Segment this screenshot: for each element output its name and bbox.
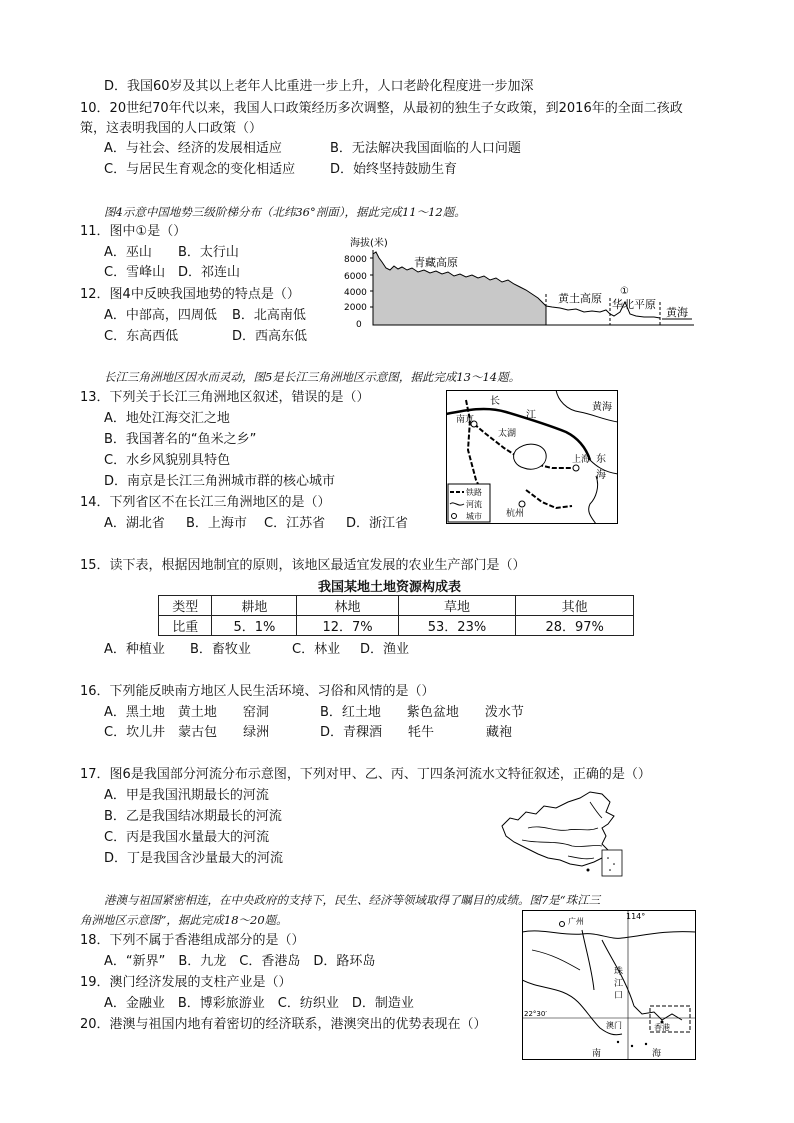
profile-tick-2000: 2000 (344, 303, 367, 313)
china-outline (502, 792, 614, 866)
q14-option-c[interactable]: C．江苏省 (264, 516, 326, 531)
table-cell: 5．1% (212, 616, 297, 636)
table-cell: 12．7% (297, 616, 398, 636)
q18-stem: 18．下列不属于香港组成部分的是（） (80, 933, 305, 948)
q14-option-b[interactable]: B．上海市 (186, 516, 247, 531)
hangzhou-city-icon (519, 501, 525, 507)
q19-stem: 19．澳门经济发展的支柱产业是（） (80, 975, 292, 990)
intro-18-20-line1: 港澳与祖国紧密相连，在中央政府的支持下，民生、经济等领域取得了瞩目的成绩。图7是“珠江三 (104, 893, 601, 907)
q13-stem: 13．下列关于长江三角洲地区叙述，错误的是（） (80, 390, 370, 405)
shanghai-city-icon (573, 465, 579, 471)
inset-island (609, 869, 611, 871)
map-label-jiang: 江 (614, 979, 624, 989)
land-resource-table (158, 595, 634, 636)
profile-ylabel: 海拔(米) (350, 238, 388, 249)
q11-option-d[interactable]: D．祁连山 (178, 265, 241, 280)
inset-island (613, 863, 615, 865)
map-label-jiang: 江 (526, 410, 536, 421)
island-icon (645, 1043, 647, 1045)
profile-tick-0: 0 (356, 320, 362, 330)
q15-option-c[interactable]: C．林业 (292, 642, 341, 657)
map-label-nanjing: 南京 (456, 415, 475, 425)
q10-option-c[interactable]: C．与居民生育观念的变化相适应 (104, 162, 296, 177)
q15-option-d[interactable]: D．渔业 (360, 642, 410, 657)
table-cell: 比重 (159, 616, 212, 636)
q20-stem: 20．港澳与祖国内地有着密切的经济联系，港澳突出的优势表现在（） (80, 1017, 487, 1032)
table-header-cell: 耕地 (212, 596, 297, 616)
q11-stem: 11．图中①是（） (80, 224, 187, 239)
legend-rail-label: 铁路 (466, 488, 482, 497)
guangzhou-city-icon (560, 922, 565, 927)
table-header-cell: 林地 (297, 596, 398, 616)
map-label-lon: 114° (626, 912, 646, 921)
map-label-hai-yellow: 海 (602, 402, 612, 413)
q10-stem-line1: 10．20世纪70年代以来，我国人口政策经历多次调整，从最初的独生子女政策，到2016年的全面二孩政 (80, 101, 683, 116)
profile-label-plain: 华北平原 (612, 298, 656, 311)
island-icon (617, 1041, 619, 1043)
table-header-cell: 其他 (516, 596, 634, 616)
hainan-island (587, 869, 590, 872)
map-label-zhu: 珠 (614, 967, 624, 977)
q11-option-a[interactable]: A．巫山 (104, 245, 152, 260)
intro-11-12: 图4示意中国地势三级阶梯分布（北纬36°剖面），据此完成11～12题。 (104, 205, 466, 219)
q12-option-d[interactable]: D．西高东低 (232, 329, 308, 344)
q16-option-b[interactable]: B．红土地 紫色盆地 泼水节 (320, 705, 524, 720)
profile-label-sea: 黄海 (666, 306, 688, 319)
q11-option-b[interactable]: B．太行山 (178, 245, 239, 260)
q12-stem: 12．图4中反映我国地势的特点是（） (80, 287, 300, 302)
map-label-guangzhou: 广州 (568, 917, 584, 926)
q17-stem: 17．图6是我国部分河流分布示意图，下列对甲、乙、丙、丁四条河流水文特征叙述，正确的是（） (80, 767, 651, 782)
q13-option-d[interactable]: D．南京是长江三角洲城市群的核心城市 (104, 474, 336, 489)
map-label-hai: 海 (652, 1049, 662, 1059)
china-rivers-map (498, 788, 628, 880)
profile-tick-8000: 8000 (344, 255, 367, 265)
profile-label-circle-1: ① (620, 286, 629, 297)
q17-option-a[interactable]: A．甲是我国汛期最长的河流 (104, 788, 269, 803)
profile-label-tibet: 青藏高原 (414, 256, 458, 269)
q16-option-d[interactable]: D．青稞酒 牦牛 藏袍 (320, 725, 513, 740)
q19-options[interactable]: A．金融业 B．博彩旅游业 C．纺织业 D．制造业 (104, 996, 414, 1011)
taihu-lake (514, 444, 547, 469)
q14-stem: 14．下列省区不在长江三角洲地区的是（） (80, 495, 331, 510)
table-header-cell: 草地 (398, 596, 516, 616)
map-label-chang: 长 (490, 396, 500, 407)
q15-stem: 15．读下表，根据因地制宜的原则，该地区最适宜发展的农业生产部门是（） (80, 558, 526, 573)
table-cell: 28．97% (516, 616, 634, 636)
profile-tick-6000: 6000 (344, 272, 367, 282)
q10-option-b[interactable]: B．无法解决我国面临的人口问题 (330, 141, 521, 156)
intro-18-20-line2: 角洲地区示意图”，据此完成18～20题。 (80, 913, 288, 927)
pearl-delta-map (522, 910, 696, 1060)
q15-option-a[interactable]: A．种植业 (104, 642, 165, 657)
yangtze-delta-map (446, 390, 618, 524)
map-frame (523, 911, 696, 1060)
map-label-taihu: 太湖 (498, 429, 517, 439)
q12-option-a[interactable]: A．中部高，四周低 (104, 308, 217, 323)
q16-option-c[interactable]: C．坎儿井 蒙古包 绿洲 (104, 725, 270, 740)
island-icon (631, 1045, 633, 1047)
q12-option-c[interactable]: C．东高西低 (104, 329, 179, 344)
map-label-kou: 口 (614, 991, 624, 1001)
q12-option-b[interactable]: B．北高南低 (232, 308, 306, 323)
inset-island (607, 857, 609, 859)
q17-option-b[interactable]: B．乙是我国结冰期最长的河流 (104, 809, 282, 824)
q17-option-c[interactable]: C．丙是我国水量最大的河流 (104, 830, 270, 845)
q15-option-b[interactable]: B．畜牧业 (190, 642, 251, 657)
table-cell: 53．23% (398, 616, 516, 636)
q16-stem: 16．下列能反映南方地区人民生活环境、习俗和风情的是（） (80, 684, 435, 699)
q18-options[interactable]: A．“新界” B．九龙 C．香港岛 D．路环岛 (104, 954, 376, 969)
legend-city-label: 城市 (466, 512, 482, 521)
table-title: 我国某地土地资源构成表 (318, 580, 462, 595)
table-header-cell: 类型 (159, 596, 212, 616)
q14-option-d[interactable]: D．浙江省 (346, 516, 409, 531)
q10-stem-line2: 策，这表明我国的人口政策（） (80, 121, 263, 136)
q13-option-b[interactable]: B．我国著名的“鱼米之乡” (104, 432, 257, 447)
terrain-profile-figure (342, 232, 694, 334)
legend-river-label: 河流 (466, 500, 482, 509)
profile-label-loess: 黄土高原 (558, 292, 602, 305)
q14-option-a[interactable]: A．湖北省 (104, 516, 165, 531)
q16-option-a[interactable]: A．黑土地 黄土地 窑洞 (104, 705, 269, 720)
south-sea-inset (602, 850, 622, 876)
map-label-hangzhou: 杭州 (506, 509, 525, 519)
map-label-hai-east: 海 (596, 470, 606, 481)
map-label-shanghai: 上海 (572, 455, 591, 465)
q10-option-a[interactable]: A．与社会、经济的发展相适应 (104, 141, 282, 156)
map-label-lat: 22°30′ (524, 1010, 547, 1018)
map-label-hk: 香港 (654, 1023, 670, 1032)
map-label-dong: 东 (596, 454, 606, 465)
profile-tick-4000: 4000 (344, 288, 367, 298)
map-label-huang: 黄 (592, 402, 602, 413)
q11-option-c[interactable]: C．雪峰山 (104, 265, 166, 280)
q10-option-d[interactable]: D．始终坚持鼓励生育 (330, 162, 458, 177)
tibet-plateau-profile (373, 252, 546, 325)
table-row (159, 616, 634, 636)
map-label-nan: 南 (592, 1049, 602, 1059)
q13-option-c[interactable]: C．水乡风貌别具特色 (104, 453, 231, 468)
map-label-macau: 澳门 (606, 1021, 622, 1030)
table-header-row (159, 596, 634, 616)
q17-option-d[interactable]: D．丁是我国含沙量最大的河流 (104, 851, 284, 866)
q13-option-a[interactable]: A．地处江海交汇之地 (104, 411, 230, 426)
q9-option-d: D．我国60岁及其以上老年人比重进一步上升，人口老龄化程度进一步加深 (104, 79, 534, 94)
intro-13-14: 长江三角洲地区因水而灵动，图5是长江三角洲地区示意图，据此完成13～14题。 (104, 370, 521, 384)
